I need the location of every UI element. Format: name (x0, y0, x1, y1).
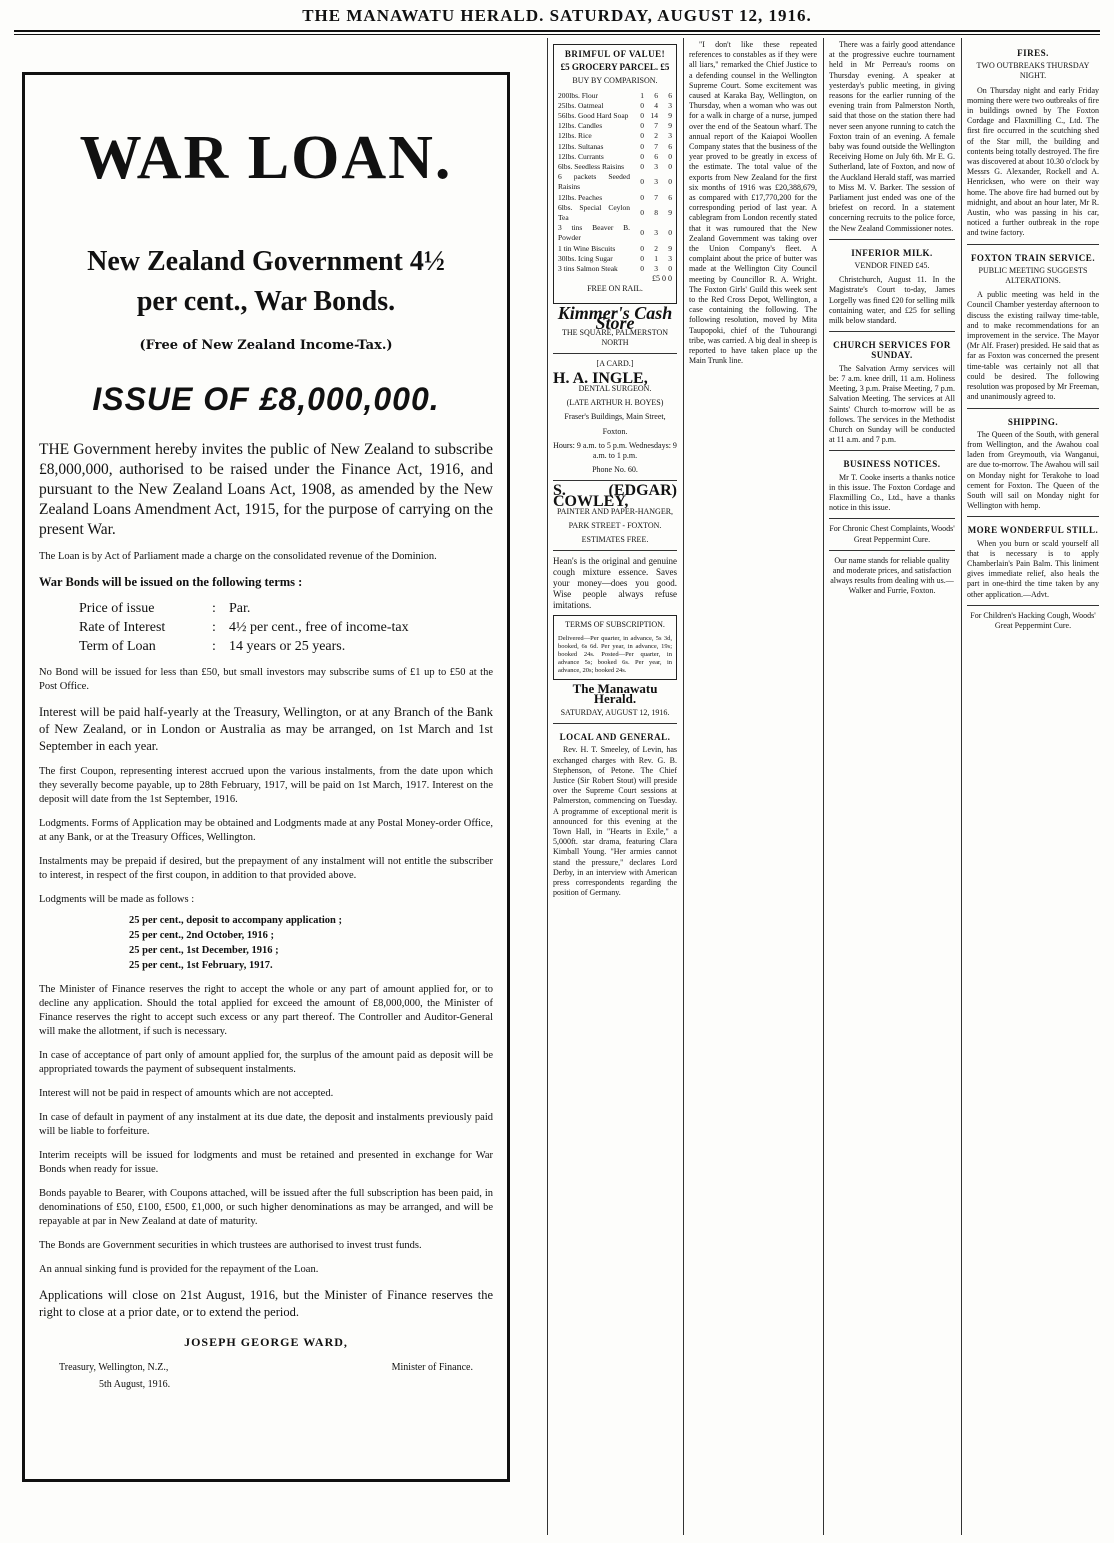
office: Minister of Finance. (391, 1362, 473, 1373)
term-row: Term of Loan : 14 years or 25 years. (79, 639, 346, 654)
date: 5th August, 1916. (99, 1379, 171, 1390)
price-amount: 0 (640, 207, 644, 217)
milk-text: Christchurch, August 11. In the Magistrate's Court to-day, James Lorgelly was fined £20 for selling milk containing water, and £25 for selling milk below standard. (829, 275, 955, 326)
ingle-line: Hours: 9 a.m. to 5 p.m. Wednesdays: 9 a.m. to 1 p.m. (553, 440, 677, 460)
grocery-subheading-2: BUY BY COMPARISON. (572, 76, 658, 86)
column-2 (553, 40, 677, 1540)
standards-advert: Our name stands for reliable quality and moderate prices, and satisfaction always results from dealing with us.—Walker and Furrie, Foxton. (830, 555, 954, 596)
price-amount: 0 (640, 141, 644, 151)
kimmers-logo: Kimmer's Cash Store (557, 302, 673, 333)
lodgment-item: 25 per cent., 1st December, 1916 ; (129, 945, 279, 956)
price-row (558, 254, 672, 264)
column-rule (547, 38, 548, 1535)
kimmers-address: THE SQUARE, PALMERSTON NORTH (561, 328, 668, 348)
advert-lead-paragraph: THE Government hereby invites the public of New Zealand to subscribe £8,000,000, authorised to be raised under the Finance Act, 1916, and pursuant to the New Zealand Loans Act, 1908, as amended by the New Zealand Loans Amendment Act, 1915, for the purpose of carrying on the present War. (39, 441, 493, 538)
advert-paragraph: The first Coupon, representing interest accrued upon the various instalments, from the date upon which they severally become payable, up to 28th February, 1917, will be paid on 1st March, 1917. Interest on the deposit will date from the 1st September, 1916. (39, 766, 493, 805)
price-amount: 0 (640, 162, 644, 172)
term-value: 4½ per cent., free of income-tax (229, 620, 409, 635)
advert-subtitle-line-2: per cent., War Bonds. (136, 286, 396, 317)
grocery-subheading: £5 GROCERY PARCEL. £5 (560, 62, 670, 73)
issue-amount: ISSUE OF £8,000,000. (92, 381, 440, 417)
price-table (558, 91, 672, 275)
term-key: Rate of Interest (79, 620, 166, 635)
price-amount: 0 (640, 100, 644, 110)
price-total: £5 0 0 (652, 274, 672, 284)
advert-paragraph: An annual sinking fund is provided for the repayment of the Loan. (39, 1264, 319, 1275)
price-amount: 0 (668, 151, 672, 161)
price-row (558, 264, 672, 274)
price-amount: 2 (654, 243, 658, 253)
price-amount: 6 (654, 90, 658, 100)
price-row (558, 101, 672, 111)
card-label: [A CARD.] (596, 359, 634, 369)
price-amount: 7 (654, 141, 658, 151)
price-amount: 8 (654, 207, 658, 217)
price-row (558, 203, 672, 223)
term-value: 14 years or 25 years. (229, 639, 346, 654)
cowley-name: S. (EDGAR) COWLEY, (553, 482, 677, 510)
price-item: 6lbs. Seedless Raisins (558, 162, 625, 172)
price-item: 12lbs. Candles (558, 121, 603, 131)
chronic-advert: For Chronic Chest Complaints, Woods' Great Peppermint Cure. (829, 524, 955, 544)
price-amount: 2 (654, 131, 658, 141)
price-amount: 3 (654, 228, 658, 238)
advert-paragraph: The Bonds are Government securities in which trustees are authorised to invest trust funds. (39, 1240, 422, 1251)
price-row (558, 193, 672, 203)
advert-title: WAR LOAN. (79, 124, 453, 192)
column-3-text: "I don't like these repeated references to constables as if they were all liars," remarked the Chief Justice to a defending counsel in the Wellington Supreme Court. Some excitement was caused at Karaka Bay, Wellington, on Thursday, when a woman who was out for a walk in charge of a nurse, jumped over the end of the Seatoun wharf. The annual report of the Kaiapoi Woollen Company states that the business of the year proved to be greatly in excess of the estimate. The total value of the exports from New Zealand for the first six months of 1916 was £20,388,679, as compared with £17,770,200 for the corresponding period of last year. A cablegram from London recently stated that it was rumoured that the New Zealand Government was taking over the Union Company's fleet. A complaint about the price of butter was made at the Wellington City Council meeting by Councillor R. A. Wright. The Foxton Girls' Guild this week sent to the Red Cross Depot, Wellington, a case containing the following. The following resolution, moved by Mita Taupopoki, chief of the Tuhourangi tribe, was carried. A big deal in sheep is reported to have taken place up the Main Trunk line. (689, 40, 817, 366)
ingle-line: (LATE ARTHUR H. BOYES) (566, 398, 664, 408)
price-amount: 3 (668, 100, 672, 110)
price-item: 12lbs. Sultanas (558, 141, 604, 151)
fires-subheading: TWO OUTBREAKS THURSDAY NIGHT. (976, 61, 1090, 81)
price-item: 12lbs. Currants (558, 151, 604, 161)
lodgment-item: 25 per cent., 2nd October, 1916 ; (129, 930, 274, 941)
ingle-line: DENTAL SURGEON. (578, 383, 652, 393)
price-row (558, 244, 672, 254)
advert-paragraph: In case of acceptance of part only of amount applied for, the surplus of the amount paid as deposit will be appropriated towards the payment of subsequent instalments. (39, 1050, 493, 1075)
price-amount: 0 (668, 228, 672, 238)
shipping-text: The Queen of the South, with general from Wellington, and the Awahou coal laden from Greymouth, via Wanganui, are due to-morrow. The Awahou will sail on Monday night for Terakohe to load cement for Foxton. The Queen of the South will sail on Monday night for Wellington with hemp. (967, 429, 1099, 511)
price-item: 3 tins Salmon Steak (558, 264, 618, 274)
grocery-advert (553, 44, 677, 304)
war-loan-advert (22, 72, 510, 1482)
term-row: Price of issue : Par. (79, 601, 251, 616)
price-row (558, 152, 672, 162)
price-amount: 9 (668, 207, 672, 217)
advert-subtitle-line-1: New Zealand Government 4½ (87, 246, 445, 277)
lodgment-item: 25 per cent., 1st February, 1917. (129, 960, 273, 971)
train-heading: FOXTON TRAIN SERVICE. (970, 252, 1096, 263)
column-3 (689, 40, 817, 1520)
advert-paragraph: Bonds payable to Bearer, with Coupons attached, will be issued after the full subscription has been paid, in denominations of £50, £100, £500, £1,000, or such higher denominations as may be arranged, and will be repayable at par in New Zealand at date of maturity. (39, 1188, 493, 1227)
masthead: THE MANAWATU HERALD. SATURDAY, AUGUST 12, 1916. (302, 6, 812, 25)
place: Treasury, Wellington, N.Z., (59, 1362, 169, 1373)
fires-heading: FIRES. (1017, 48, 1049, 58)
term-key: Term of Loan (79, 639, 156, 654)
price-item: 6lbs. Special Ceylon Tea (558, 202, 630, 223)
signature: JOSEPH GEORGE WARD, (184, 1335, 348, 1349)
milk-heading: INFERIOR MILK. (851, 247, 933, 258)
price-amount: 4 (654, 100, 658, 110)
price-amount: 0 (668, 177, 672, 187)
advert-paragraph: Interest will be paid half-yearly at the Treasury, Wellington, or at any Branch of the Bank of New Zealand, or in London or Australia as may be arranged, on 1st March and 1st September in each year. (39, 705, 493, 753)
price-amount: 14 (650, 111, 658, 121)
cowley-line: ESTIMATES FREE. (581, 535, 649, 545)
train-text: A public meeting was held in the Council Chamber yesterday afternoon to discuss the existing railway time-table, and to make recommendations for an improvement in the service. The Mayor (Mr Alf. Fraser) presided. He said that as far as Foxton was concerned the present time-table was certainly not all that could be desired. The following resolution was proposed by Mr Freeman, and unanimously agreed to. (967, 290, 1099, 402)
free-on-rail: FREE ON RAIL. (587, 284, 643, 294)
price-amount: 0 (640, 177, 644, 187)
column-rule (683, 38, 684, 1535)
price-amount: 0 (640, 264, 644, 274)
cowley-line: PARK STREET - FOXTON. (568, 520, 662, 530)
children-advert: For Children's Hacking Cough, Woods' Great Peppermint Cure. (970, 610, 1096, 630)
price-amount: 0 (640, 228, 644, 238)
paper-date: SATURDAY, AUGUST 12, 1916. (560, 707, 670, 717)
price-row (558, 142, 672, 152)
price-amount: 6 (668, 141, 672, 151)
fires-text: On Thursday night and early Friday morning there were two outbreaks of fire in buildings owned by The Foxton Cordage and Flaxmilling C., Ltd. The first fire occurred in the scutching shed of the Star mill, the building and contents being totally destroyed. The fire was discovered at about 10.30 o'clock by Messrs G. Alexander, Rockell and A. Henricksen, who were on their way home. The above fire had burned out by midnight, and about an hour later, Mr R. Austin, who was passing in his car, noticed a further outbreak in the rope and twine factory. (967, 85, 1099, 238)
price-row (558, 162, 672, 172)
column-rule (823, 38, 824, 1535)
price-amount: 0 (640, 121, 644, 131)
train-subheading: PUBLIC MEETING SUGGESTS ALTERATIONS. (978, 265, 1088, 286)
advert-subtitle (39, 242, 493, 322)
column-rule (961, 38, 962, 1535)
price-amount: 1 (640, 90, 644, 100)
ingle-line: Fraser's Buildings, Main Street, (564, 412, 666, 422)
price-amount: 7 (654, 192, 658, 202)
price-amount: 3 (668, 131, 672, 141)
terms-heading: TERMS OF SUBSCRIPTION. (565, 620, 665, 630)
price-row (558, 111, 672, 121)
price-amount: 9 (668, 111, 672, 121)
masthead-rule (14, 30, 1100, 35)
advert-paragraph: War Bonds will be issued on the following terms : (39, 575, 303, 589)
local-text: Rev. H. T. Smeeley, of Levin, has exchanged charges with Rev. G. B. Stephenson, of Petone. The Chief Justice (Sir Robert Stout) will preside over the Supreme Court sessions at Palmerston, commencing on Tuesday. A programme of exceptional merit is announced for this evening at the Town Hall, in "Hearts in Exile," a 5,000ft. star drama, featuring Clara Kimball Young. "Her armies cannot stand the pressure," declares Lord Derby, in an interview with American press correspondents regarding the position of Germany. (553, 745, 677, 898)
price-amount: 0 (640, 192, 644, 202)
price-amount: 9 (668, 243, 672, 253)
lodgment-item: 25 per cent., deposit to accompany application ; (129, 915, 343, 926)
price-amount: 3 (654, 264, 658, 274)
term-value: Par. (229, 601, 251, 616)
price-amount: 3 (668, 253, 672, 263)
price-row (558, 131, 672, 141)
term-row: Rate of Interest : 4½ per cent., free of income-tax (79, 620, 409, 635)
price-amount: 0 (640, 243, 644, 253)
terms-text: Delivered—Per quarter, in advance, 5s 3d, booked, 6s 6d. Per year, in advance, 19s; booked 24s. Posted—Per quarter, in advance 5s; booked 6s. Per year, in advance, 20s; booked 24s. (558, 634, 672, 674)
church-heading: CHURCH SERVICES FOR SUNDAY. (833, 340, 951, 361)
price-amount: 0 (668, 162, 672, 172)
still-heading: MORE WONDERFUL STILL. (967, 525, 1099, 536)
price-row (558, 172, 672, 192)
advert-paragraph: Interest will not be paid in respect of amounts which are not accepted. (39, 1088, 334, 1099)
price-item: 56lbs. Good Hard Soap (558, 111, 629, 121)
price-item: 1 tin Wine Biscuits (558, 243, 616, 253)
price-amount: 6 (654, 151, 658, 161)
cowley-line: PAINTER AND PAPER-HANGER, (556, 506, 674, 516)
paper-name: The Manawatu Herald. (572, 680, 658, 706)
ingle-line: Foxton. (602, 426, 628, 436)
price-amount: 9 (668, 121, 672, 131)
column-5 (967, 40, 1099, 1520)
price-amount: 0 (640, 151, 644, 161)
heans-advert: Hean's is the original and genuine cough mixture essence. Saves your money—does you good. Wise people always refuse imitations. (553, 556, 677, 611)
advert-paragraph: In case of default in payment of any instalment at its due date, the deposit and instalments previously paid will be liable to forfeiture. (39, 1112, 493, 1137)
ingle-name: H. A. INGLE, (553, 369, 648, 387)
advert-paragraph: Applications will close on 21st August, 1916, but the Minister of Finance reserves the right to close at a prior date, or to extend the period. (39, 1288, 493, 1319)
price-item: 25lbs. Oatmeal (558, 100, 604, 110)
church-text: The Salvation Army services will be: 7 a.m. knee drill, 11 a.m. Holiness Meeting, 3 p.m. Praise Meeting, 7 p.m. Salvation Meeting. The services at All Saints' Church to-morrow will be as follows. The services in the Methodist Church on Sunday will be conducted at 11 a.m. and 7 p.m. (829, 363, 955, 445)
price-item: 3 tins Beaver B. Powder (558, 223, 630, 243)
price-amount: 3 (654, 177, 658, 187)
price-amount: 0 (668, 264, 672, 274)
price-item: 6 packets Seeded Raisins (558, 172, 630, 192)
ingle-line: Phone No. 60. (592, 465, 638, 475)
lodgment-schedule (129, 913, 493, 973)
subscription-terms (553, 615, 677, 679)
advert-paragraph: Instalments may be prepaid if desired, but the prepayment of any instalment will not entitle the subscriber to interest, in respect of the first coupon, in addition to that provided above. (39, 856, 493, 881)
price-amount: 1 (654, 253, 658, 263)
shipping-heading: SHIPPING. (1007, 416, 1059, 427)
tax-note: (Free of New Zealand Income-Tax.) (139, 338, 393, 353)
column-4 (829, 40, 955, 1520)
price-item: 12lbs. Rice (558, 131, 592, 141)
advert-paragraph: Lodgments. Forms of Application may be obtained and Lodgments made at any Postal Money-order Office, at any Bank, or at the Treasury Offices, Wellington. (39, 818, 493, 843)
business-text: Mr T. Cooke inserts a thanks notice in this issue. The Foxton Cordage and Flaxmilling Co., Ltd., have a thanks notice in this issue. (829, 472, 955, 513)
price-amount: 0 (640, 253, 644, 263)
price-amount: 7 (654, 121, 658, 131)
price-item: 12lbs. Peaches (558, 192, 603, 202)
advert-paragraph: Lodgments will be made as follows : (39, 894, 195, 905)
price-amount: 6 (668, 192, 672, 202)
price-item: 200lbs. Flour (558, 90, 599, 100)
advert-paragraph: No Bond will be issued for less than £50, but small investors may subscribe sums of £1 up to £50 at the Post Office. (39, 667, 493, 692)
price-amount: 0 (640, 111, 644, 121)
bond-terms (79, 599, 493, 656)
price-row (558, 121, 672, 131)
advert-paragraph: Interim receipts will be issued for lodgments and must be retained and presented in exchange for War Bonds when ready for issue. (39, 1150, 493, 1175)
price-amount: 6 (668, 90, 672, 100)
advert-paragraph: The Loan is by Act of Parliament made a charge on the consolidated revenue of the Dominion. (39, 551, 437, 562)
column-4-text: There was a fairly good attendance at the progressive euchre tournament held in Mr Perreau's rooms on Thursday evening. A speaker at yesterday's public meeting, in giving reasons for the earlier running of the evening train from Palmerston North, said that those on the station there had never seen anyone running to catch the Foxton train of an evening. A female baby was found outside the Wellington Receiving Home on July 6th. Mr E. G. Sutherland, late of Foxton, and now of the Auckland Herald staff, was married to Miss M. V. Barker. The session of Parliament just ended was one of the briefest on record. In a statement concerning recruits to the police force, the New Zealand Commissioner notes. (829, 40, 955, 233)
price-row (558, 223, 672, 243)
still-text: When you burn or scald yourself all that is necessary is to apply Chamberlain's Pain Balm. This liniment gives immediate relief, also heals the part in one-third the time taken by any other application.—Advt. (967, 538, 1099, 599)
local-heading: LOCAL AND GENERAL. (559, 732, 671, 743)
milk-subheading: VENDOR FINED £45. (854, 261, 930, 271)
grocery-heading: BRIMFUL OF VALUE! (564, 49, 666, 59)
price-amount: 3 (654, 162, 658, 172)
term-key: Price of issue (79, 601, 155, 616)
business-heading: BUSINESS NOTICES. (843, 459, 941, 470)
price-row (558, 91, 672, 101)
signature-row (39, 1362, 493, 1373)
advert-paragraph: The Minister of Finance reserves the right to accept the whole or any part of amount applied for, or to decline any application. Should the total applied for exceed the amount of £8,000,000, the Minister of Finance reserves the right to accept such excess or any part thereof. The Controller and Auditor-General will make the allotment, if such is necessary. (39, 984, 493, 1037)
price-item: 30lbs. Icing Sugar (558, 253, 613, 263)
price-amount: 0 (640, 131, 644, 141)
